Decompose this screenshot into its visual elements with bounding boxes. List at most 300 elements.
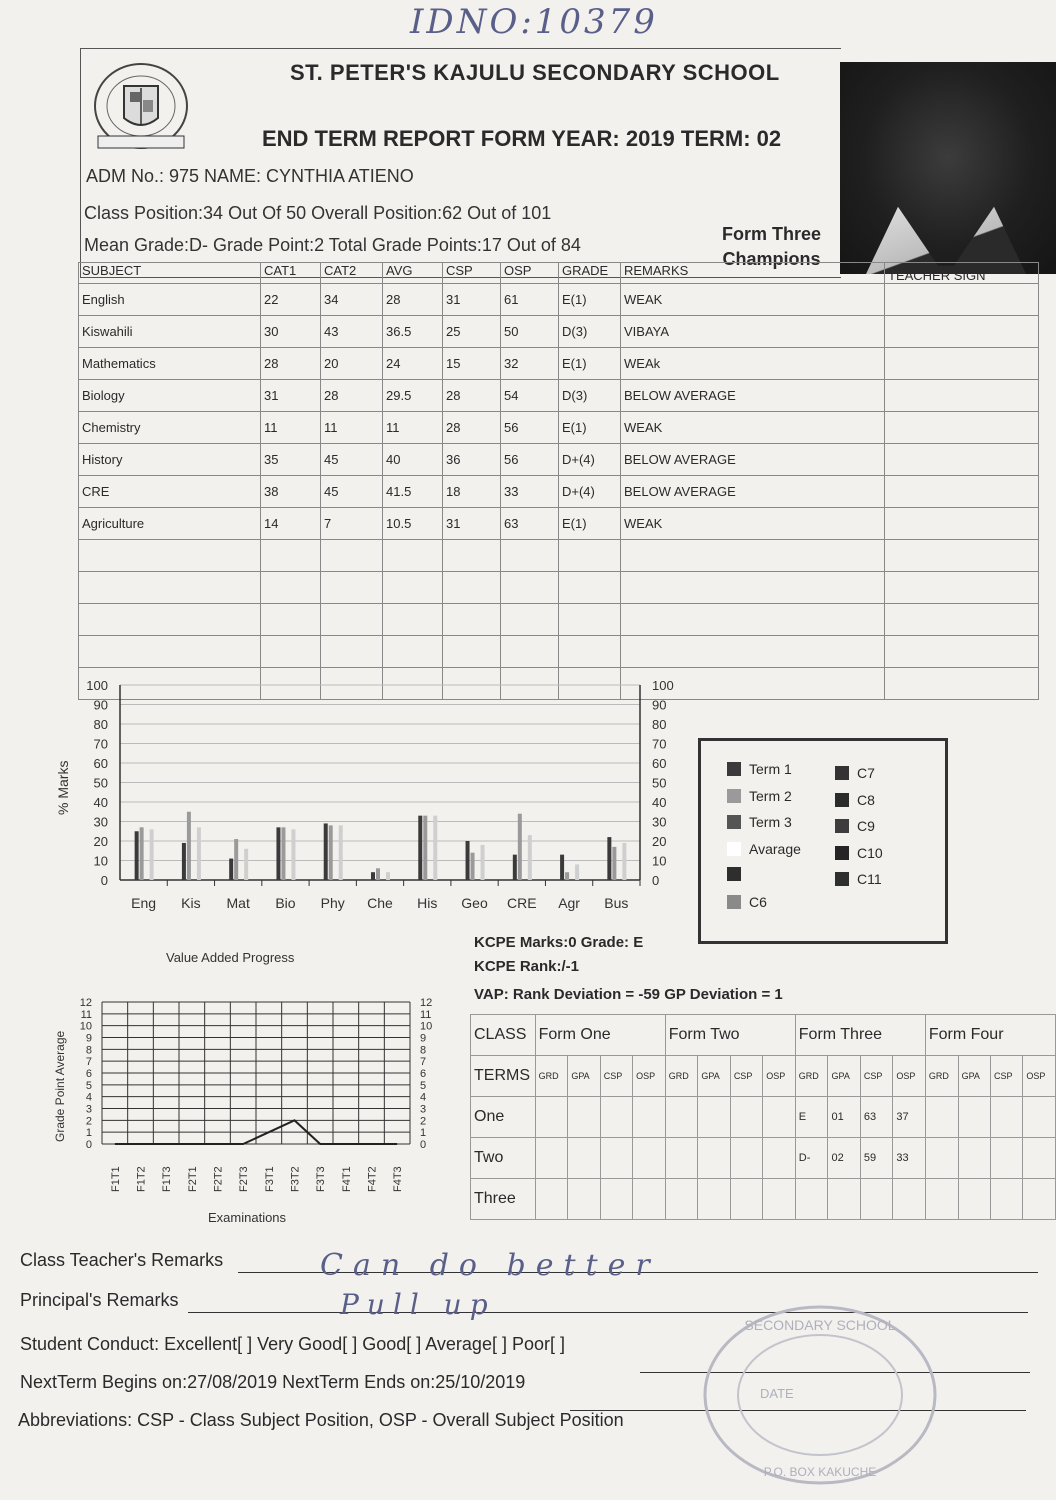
- school-name: ST. PETER'S KAJULU SECONDARY SCHOOL: [290, 60, 780, 85]
- empty-cell: [79, 604, 261, 636]
- history-value-cell: [990, 1138, 1022, 1179]
- history-value-cell: [795, 1179, 828, 1220]
- history-value-cell: [568, 1179, 600, 1220]
- cell-avg: 29.5: [383, 380, 443, 412]
- history-value-cell: 02: [828, 1138, 860, 1179]
- legend-item: [835, 765, 875, 781]
- legend-label: C8: [857, 791, 875, 808]
- line-chart-ytick-right: 3: [420, 1103, 427, 1116]
- bar-chart-ytick-left: 0: [100, 873, 108, 888]
- empty-cell: [261, 604, 321, 636]
- cell-cat2: 28: [321, 380, 383, 412]
- bar-chart-ytick-left: 10: [93, 853, 108, 869]
- line-chart-category-label: F1T3: [161, 1166, 174, 1192]
- empty-cell: [559, 572, 621, 604]
- bar-chart-ytick-left: 70: [93, 736, 108, 752]
- legend-item: [727, 814, 792, 830]
- line-chart-category-label: F1T2: [135, 1166, 148, 1192]
- bar-chart-ytick-right: 20: [652, 834, 667, 849]
- legend-swatch: [835, 766, 849, 780]
- line-chart-title: Value Added Progress: [166, 950, 295, 965]
- principal-remarks-label: Principal's Remarks: [20, 1290, 179, 1310]
- line-chart-ytick-left: 1: [85, 1127, 92, 1140]
- position-line: Class Position:34 Out Of 50 Overall Position:62 Out of 101: [84, 203, 552, 223]
- empty-cell: [443, 540, 501, 572]
- bar-chart-category-label: His: [417, 895, 438, 911]
- stamp-bottom-text: P.O. BOX KAKUCHE: [763, 1465, 877, 1479]
- bar-avarage: [197, 827, 201, 880]
- kcpe-marks: KCPE Marks:0 Grade: E: [474, 934, 644, 951]
- table-row: [79, 380, 1039, 412]
- cell-cat1: 22: [261, 284, 321, 316]
- bar-term-2: [187, 812, 191, 880]
- cell-remarks: BELOW AVERAGE: [621, 476, 885, 508]
- history-sub-header: CSP: [600, 1056, 632, 1097]
- legend-label: C11: [857, 871, 882, 887]
- history-value-cell: [600, 1097, 632, 1138]
- cell-csp: 36: [443, 444, 501, 476]
- header-cat2: CAT2: [321, 263, 383, 284]
- bar-term-2: [234, 839, 238, 880]
- history-value-cell: [925, 1097, 958, 1138]
- bar-term-2: [612, 847, 616, 880]
- cell-cat2: 45: [321, 444, 383, 476]
- bar-term-1: [182, 843, 186, 880]
- line-chart-category-label: F3T1: [263, 1166, 276, 1192]
- empty-cell: [559, 540, 621, 572]
- line-chart-ytick-left: 2: [85, 1115, 92, 1128]
- history-value-cell: [698, 1097, 730, 1138]
- line-chart-category-label: F3T3: [315, 1166, 328, 1192]
- empty-cell: [79, 540, 261, 572]
- history-value-cell: [763, 1138, 796, 1179]
- header-csp: CSP: [443, 263, 501, 284]
- history-term-label: Three: [471, 1179, 536, 1220]
- legend-swatch: [835, 819, 849, 833]
- history-sub-header: GPA: [828, 1056, 860, 1097]
- legend-item: [835, 845, 883, 861]
- line-chart-ytick-left: 9: [85, 1032, 92, 1045]
- history-value-cell: [958, 1179, 990, 1220]
- empty-cell: [621, 636, 885, 668]
- bar-term-1: [229, 859, 233, 880]
- bar-chart-ytick-left: 50: [93, 775, 108, 791]
- history-value-cell: [860, 1179, 892, 1220]
- table-row: [79, 476, 1039, 508]
- header-cat1: CAT1: [261, 263, 321, 284]
- line-chart-category-label: F4T1: [340, 1166, 353, 1192]
- cell-remarks: BELOW AVERAGE: [621, 380, 885, 412]
- line-chart-ytick-right: 10: [420, 1020, 433, 1033]
- cell-avg: 11: [383, 412, 443, 444]
- legend-item: [727, 894, 767, 910]
- empty-cell: [559, 604, 621, 636]
- legend-swatch: [727, 789, 741, 803]
- history-terms-label: TERMS: [471, 1056, 536, 1097]
- line-chart-category-label: F2T1: [186, 1166, 199, 1192]
- report-title: END TERM REPORT FORM YEAR: 2019 TERM: 02: [262, 126, 782, 151]
- history-value-cell: [535, 1179, 568, 1220]
- cell-osp: 56: [501, 444, 559, 476]
- legend-item: [727, 867, 749, 881]
- line-chart-xlabel: Examinations: [208, 1210, 287, 1225]
- line-chart-ytick-right: 11: [420, 1008, 432, 1021]
- bar-term-2: [329, 825, 333, 880]
- cell-teacher-sign: [885, 508, 1039, 540]
- cell-grade: D(3): [559, 316, 621, 348]
- history-value-cell: [600, 1138, 632, 1179]
- vap-line: VAP: Rank Deviation = -59 GP Deviation = 1: [474, 986, 783, 1003]
- empty-cell: [501, 540, 559, 572]
- bar-avarage: [433, 816, 437, 880]
- history-value-cell: [730, 1138, 762, 1179]
- line-chart-category-label: F2T3: [238, 1166, 251, 1192]
- bar-chart-ytick-left: 100: [86, 678, 108, 693]
- empty-cell: [261, 636, 321, 668]
- bar-term-2: [518, 814, 522, 880]
- history-sub-header: GRD: [535, 1056, 568, 1097]
- bar-avarage: [622, 843, 626, 880]
- cell-remarks: WEAK: [621, 508, 885, 540]
- history-value-cell: [828, 1179, 860, 1220]
- cell-cat2: 7: [321, 508, 383, 540]
- cell-grade: E(1): [559, 508, 621, 540]
- cell-cat1: 30: [261, 316, 321, 348]
- bar-avarage: [244, 849, 248, 880]
- cell-osp: 54: [501, 380, 559, 412]
- history-value-cell: [990, 1179, 1022, 1220]
- bar-chart-ytick-right: 80: [652, 717, 667, 732]
- history-value-cell: 01: [828, 1097, 860, 1138]
- line-chart-category-label: F4T2: [366, 1166, 379, 1192]
- bar-chart-ytick-left: 30: [93, 814, 108, 830]
- bar-term-1: [276, 827, 280, 880]
- empty-cell: [885, 668, 1039, 700]
- chart-legend: [698, 738, 948, 944]
- cell-teacher-sign: [885, 476, 1039, 508]
- stamp-top-text: SECONDARY SCHOOL: [744, 1317, 896, 1333]
- table-row-empty: [79, 604, 1039, 636]
- cell-subject: History: [79, 444, 261, 476]
- empty-cell: [79, 572, 261, 604]
- cell-avg: 24: [383, 348, 443, 380]
- bar-term-1: [466, 841, 470, 880]
- class-teacher-remarks-label: Class Teacher's Remarks: [20, 1250, 224, 1270]
- bar-chart-ytick-left: 40: [93, 795, 108, 810]
- cell-teacher-sign: [885, 284, 1039, 316]
- header-grade: GRADE: [559, 263, 621, 284]
- history-sub-header: GPA: [568, 1056, 600, 1097]
- bar-term-1: [607, 837, 611, 880]
- class-teacher-remarks-value: Can do better: [320, 1248, 660, 1283]
- table-row-empty: [79, 572, 1039, 604]
- principal-remarks-value: Pull up: [340, 1288, 496, 1321]
- cell-csp: 28: [443, 412, 501, 444]
- table-header-row: [79, 263, 1039, 284]
- history-value-cell: [698, 1138, 730, 1179]
- legend-item: [727, 788, 792, 804]
- history-term-label: Two: [471, 1138, 536, 1179]
- bar-chart-ylabel: % Marks: [55, 760, 71, 815]
- history-value-cell: [535, 1097, 568, 1138]
- legend-label: Avarage: [749, 840, 801, 857]
- line-chart-ytick-left: 6: [85, 1068, 92, 1080]
- history-form-label: Form Four: [925, 1015, 1055, 1056]
- cell-grade: D(3): [559, 380, 621, 412]
- bar-chart-ytick-right: 0: [652, 873, 660, 888]
- line-chart-ytick-left: 3: [85, 1103, 92, 1116]
- history-value-cell: [893, 1179, 926, 1220]
- bar-chart-category-label: Mat: [226, 895, 250, 911]
- legend-label: Term 1: [749, 761, 792, 777]
- history-value-cell: [665, 1097, 698, 1138]
- history-sub-header: GRD: [795, 1056, 828, 1097]
- cell-subject: English: [79, 284, 261, 316]
- table-row: [79, 444, 1039, 476]
- history-form-label: Form One: [535, 1015, 665, 1056]
- legend-swatch: [727, 895, 741, 909]
- cell-cat1: 14: [261, 508, 321, 540]
- bar-chart-ytick-left: 20: [93, 834, 108, 849]
- legend-item: [727, 761, 792, 777]
- cell-remarks: BELOW AVERAGE: [621, 444, 885, 476]
- cell-cat2: 11: [321, 412, 383, 444]
- student-photo: [840, 62, 1056, 274]
- bar-chart-category-label: Bio: [275, 895, 296, 911]
- cell-avg: 10.5: [383, 508, 443, 540]
- bar-chart-category-label: Kis: [181, 895, 201, 911]
- legend-swatch: [727, 867, 741, 881]
- legend-item: [835, 818, 875, 834]
- history-value-cell: E: [795, 1097, 828, 1138]
- table-row: [79, 508, 1039, 540]
- history-class-row: [471, 1015, 1056, 1056]
- bar-term-1: [371, 872, 375, 880]
- header-osp: OSP: [501, 263, 559, 284]
- empty-cell: [261, 572, 321, 604]
- history-value-cell: [730, 1097, 762, 1138]
- bar-chart-ytick-left: 60: [93, 756, 108, 771]
- history-value-cell: [535, 1138, 568, 1179]
- cell-cat1: 35: [261, 444, 321, 476]
- abbreviations: Abbreviations: CSP - Class Subject Position, OSP - Overall Subject Position: [18, 1410, 624, 1430]
- cell-teacher-sign: [885, 348, 1039, 380]
- history-table: [470, 1014, 1056, 1220]
- kcpe-rank: KCPE Rank:/-1: [474, 958, 580, 975]
- cell-csp: 31: [443, 284, 501, 316]
- empty-cell: [321, 540, 383, 572]
- cell-grade: D+(4): [559, 444, 621, 476]
- bar-term-2: [565, 872, 569, 880]
- cell-remarks: WEAK: [621, 284, 885, 316]
- empty-cell: [321, 604, 383, 636]
- empty-cell: [383, 636, 443, 668]
- grade-line: Mean Grade:D- Grade Point:2 Total Grade Points:17 Out of 84: [84, 235, 581, 255]
- bar-term-1: [560, 855, 564, 880]
- history-value-cell: [958, 1138, 990, 1179]
- history-value-cell: [633, 1138, 666, 1179]
- history-value-cell: [665, 1179, 698, 1220]
- history-value-cell: [958, 1097, 990, 1138]
- history-sub-header: CSP: [730, 1056, 762, 1097]
- bar-chart-category-label: Agr: [558, 895, 580, 911]
- history-terms-row: [471, 1056, 1056, 1097]
- history-value-cell: [925, 1179, 958, 1220]
- history-value-cell: [925, 1138, 958, 1179]
- legend-item: [835, 871, 882, 887]
- empty-cell: [885, 636, 1039, 668]
- cell-subject: Agriculture: [79, 508, 261, 540]
- bar-term-2: [471, 853, 475, 880]
- legend-swatch: [727, 815, 741, 829]
- empty-cell: [501, 604, 559, 636]
- header-teacher-sign: TEACHER SIGN: [885, 263, 1039, 284]
- empty-cell: [885, 604, 1039, 636]
- history-term-row: [471, 1138, 1056, 1179]
- history-value-cell: 33: [893, 1138, 926, 1179]
- history-form-label: Form Three: [795, 1015, 925, 1056]
- history-class-label: CLASS: [471, 1015, 536, 1056]
- line-chart-ylabel: Grade Point Average: [53, 1030, 67, 1142]
- cell-cat1: 38: [261, 476, 321, 508]
- marks-table: [78, 262, 1039, 700]
- history-value-cell: [665, 1138, 698, 1179]
- legend-item: [727, 841, 801, 857]
- line-chart-ytick-right: 8: [420, 1044, 427, 1057]
- line-chart-ytick-left: 10: [79, 1020, 92, 1033]
- bar-avarage: [150, 829, 154, 880]
- school-crest-logo: [86, 58, 196, 158]
- bar-chart-ytick-right: 50: [652, 775, 667, 791]
- history-value-cell: [763, 1179, 796, 1220]
- line-chart-ytick-right: 9: [420, 1032, 427, 1045]
- line-chart-category-label: F4T3: [392, 1166, 405, 1192]
- cell-subject: CRE: [79, 476, 261, 508]
- cell-csp: 25: [443, 316, 501, 348]
- header-subject: SUBJECT: [79, 263, 261, 284]
- history-sub-header: OSP: [763, 1056, 796, 1097]
- cell-subject: Mathematics: [79, 348, 261, 380]
- cell-teacher-sign: [885, 412, 1039, 444]
- cell-remarks: WEAK: [621, 412, 885, 444]
- bar-avarage: [386, 872, 390, 880]
- line-chart-category-label: F3T2: [289, 1166, 302, 1192]
- cell-avg: 41.5: [383, 476, 443, 508]
- legend-label: C6: [749, 893, 767, 910]
- header-remarks: REMARKS: [621, 263, 885, 284]
- line-chart-ytick-left: 0: [85, 1139, 92, 1151]
- student-conduct: Student Conduct: Excellent[ ] Very Good[ ] Good[ ] Average[ ] Poor[ ]: [20, 1334, 565, 1354]
- history-sub-header: GPA: [958, 1056, 990, 1097]
- legend-label: Term 2: [749, 787, 792, 804]
- history-value-cell: [1023, 1097, 1056, 1138]
- next-term-dates: NextTerm Begins on:27/08/2019 NextTerm Ends on:25/10/2019: [20, 1372, 526, 1392]
- bar-term-1: [513, 855, 517, 880]
- value-added-progress-chart: [46, 942, 466, 1232]
- history-value-cell: D-: [795, 1138, 828, 1179]
- empty-cell: [501, 572, 559, 604]
- history-value-cell: [763, 1097, 796, 1138]
- history-sub-header: OSP: [893, 1056, 926, 1097]
- bar-chart-ytick-right: 10: [652, 853, 667, 869]
- cell-cat1: 28: [261, 348, 321, 380]
- cell-osp: 32: [501, 348, 559, 380]
- cell-grade: E(1): [559, 284, 621, 316]
- cell-osp: 50: [501, 316, 559, 348]
- cell-subject: Biology: [79, 380, 261, 412]
- bar-term-2: [140, 827, 144, 880]
- legend-item: [835, 792, 875, 808]
- table-row: [79, 284, 1039, 316]
- history-sub-header: GRD: [665, 1056, 698, 1097]
- bar-chart-category-label: Geo: [461, 895, 488, 911]
- line-chart-ytick-left: 7: [85, 1056, 92, 1069]
- legend-label: C7: [857, 765, 875, 781]
- bar-term-1: [418, 816, 422, 880]
- cell-teacher-sign: [885, 316, 1039, 348]
- table-row-empty: [79, 636, 1039, 668]
- legend-label: C9: [857, 818, 875, 834]
- line-chart-ytick-left: 5: [85, 1079, 92, 1092]
- history-value-cell: 59: [860, 1138, 892, 1179]
- cell-remarks: WEAk: [621, 348, 885, 380]
- table-row: [79, 316, 1039, 348]
- bar-avarage: [481, 845, 485, 880]
- history-value-cell: 37: [893, 1097, 926, 1138]
- cell-cat2: 34: [321, 284, 383, 316]
- legend-swatch: [835, 846, 849, 860]
- legend-swatch: [727, 762, 741, 776]
- empty-cell: [559, 636, 621, 668]
- history-term-label: One: [471, 1097, 536, 1138]
- cell-cat1: 11: [261, 412, 321, 444]
- cell-avg: 36.5: [383, 316, 443, 348]
- cell-cat2: 45: [321, 476, 383, 508]
- history-value-cell: [633, 1097, 666, 1138]
- line-chart-category-label: F2T2: [212, 1166, 225, 1192]
- history-sub-header: CSP: [860, 1056, 892, 1097]
- history-sub-header: GRD: [925, 1056, 958, 1097]
- history-sub-header: CSP: [990, 1056, 1022, 1097]
- line-chart-ytick-right: 2: [420, 1115, 427, 1128]
- history-sub-header: GPA: [698, 1056, 730, 1097]
- cell-csp: 31: [443, 508, 501, 540]
- cell-avg: 40: [383, 444, 443, 476]
- line-chart-category-label: F1T1: [109, 1166, 122, 1192]
- bar-term-2: [281, 827, 285, 880]
- legend-swatch: [835, 872, 849, 886]
- line-chart-ytick-left: 4: [85, 1091, 92, 1104]
- empty-cell: [383, 540, 443, 572]
- cell-cat2: 43: [321, 316, 383, 348]
- bar-term-1: [324, 823, 328, 880]
- bar-chart-ytick-right: 30: [652, 814, 667, 830]
- cell-osp: 33: [501, 476, 559, 508]
- bar-avarage: [339, 825, 343, 880]
- empty-cell: [621, 572, 885, 604]
- history-value-cell: [568, 1097, 600, 1138]
- history-value-cell: [990, 1097, 1022, 1138]
- cell-osp: 56: [501, 412, 559, 444]
- bar-chart: [50, 675, 680, 935]
- cell-grade: E(1): [559, 348, 621, 380]
- bar-avarage: [291, 829, 295, 880]
- table-row-empty: [79, 540, 1039, 572]
- stamp-date-text: DATE: [760, 1386, 794, 1401]
- history-value-cell: [730, 1179, 762, 1220]
- empty-cell: [885, 572, 1039, 604]
- empty-cell: [621, 604, 885, 636]
